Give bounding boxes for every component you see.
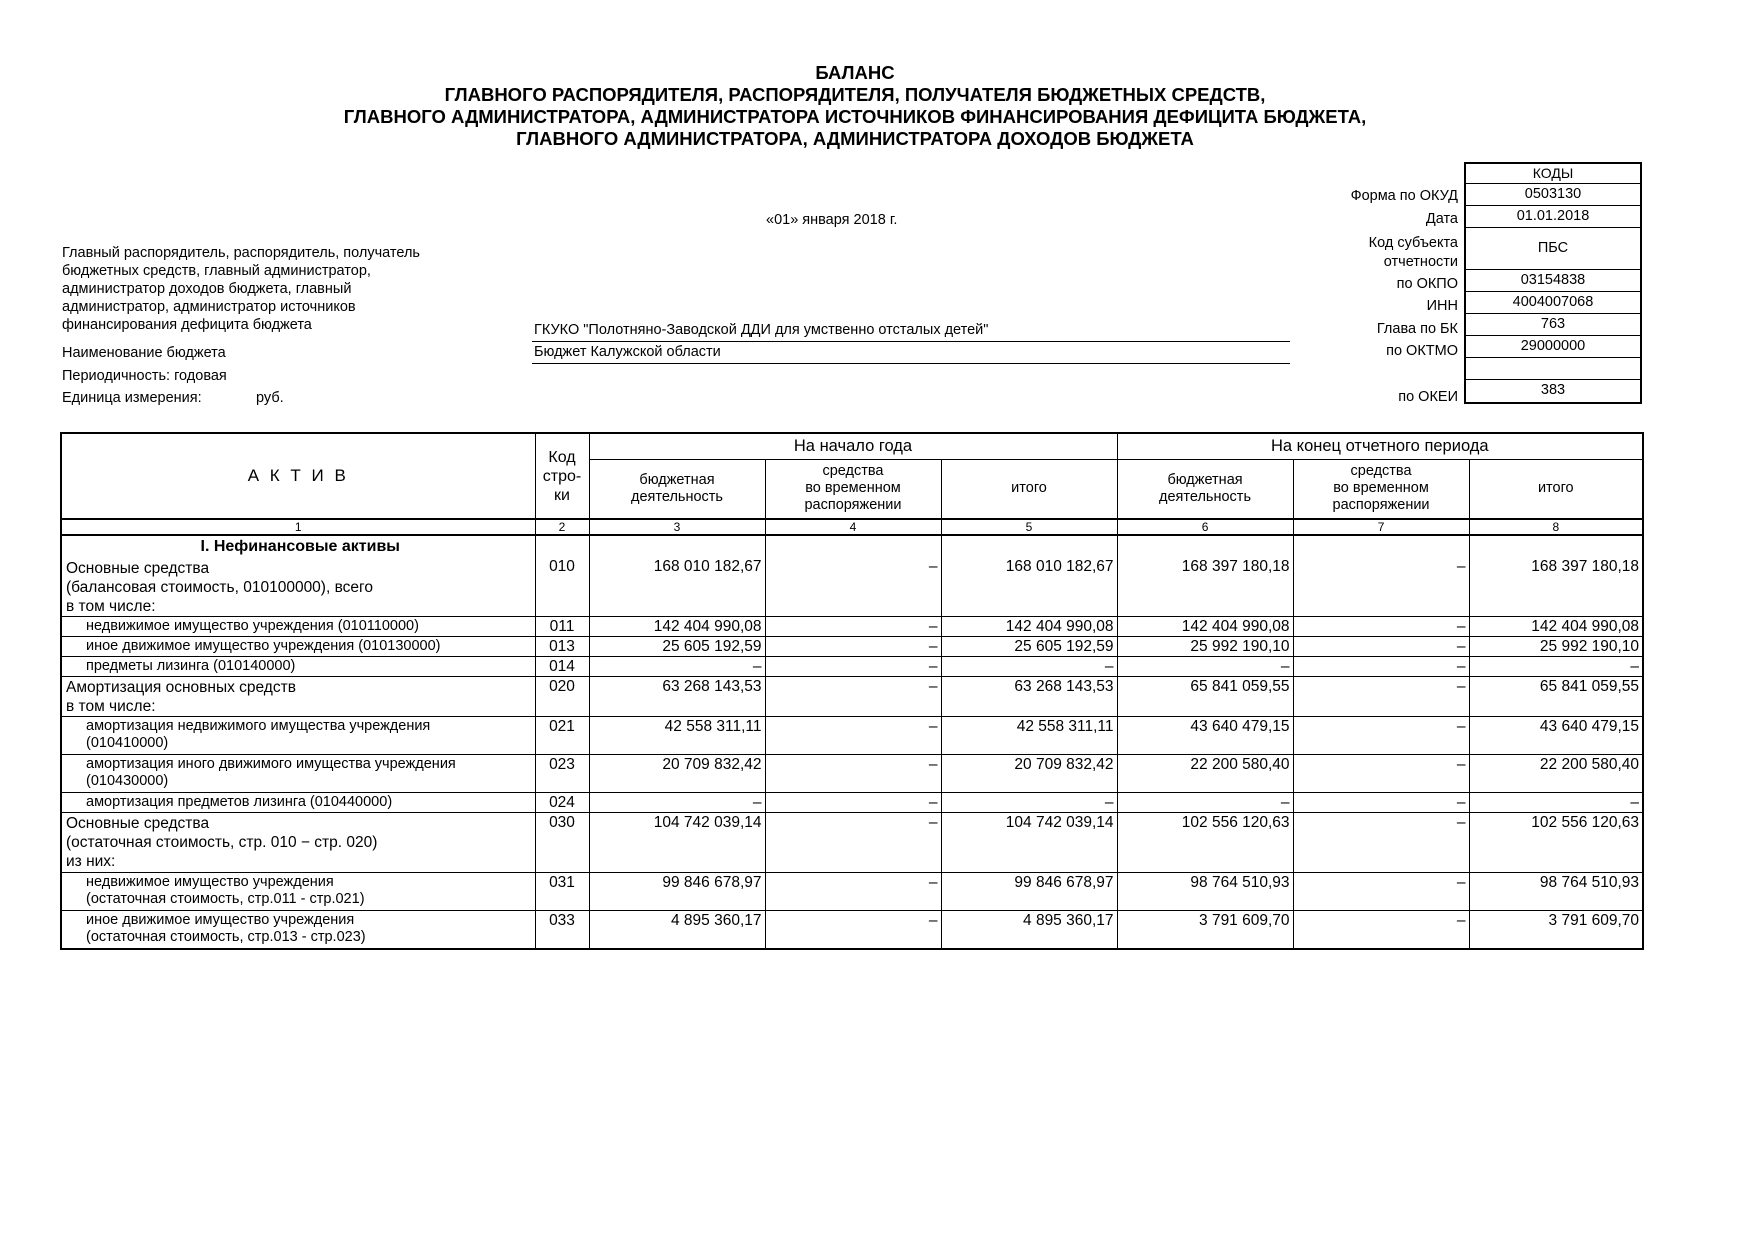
row-value: 3 791 609,70 (1469, 911, 1643, 949)
row-value: – (1469, 657, 1643, 677)
budget-label: Наименование бюджета (62, 345, 226, 361)
row-value: 3 791 609,70 (1117, 911, 1293, 949)
row-value: – (765, 717, 941, 755)
row-value: – (765, 637, 941, 657)
row-value: 22 200 580,40 (1469, 755, 1643, 793)
table-row (61, 535, 1643, 617)
label-glava-bk: Глава по БК (1376, 321, 1458, 337)
row-value: – (1117, 793, 1293, 813)
row-value: – (941, 793, 1117, 813)
row-value: – (765, 657, 941, 677)
group-end: На конец отчетного периода (1117, 433, 1643, 459)
row-value: – (941, 657, 1117, 677)
row-value: – (1293, 813, 1469, 873)
row-label: недвижимое имущество учреждения (010110000) (86, 618, 419, 634)
row-value: – (1293, 677, 1469, 717)
row-value: 168 397 180,18 (1117, 535, 1293, 617)
row-code: 031 (535, 873, 589, 911)
table-row (61, 911, 1643, 949)
row-label: иное движимое имущество учреждения (010130000) (86, 638, 441, 654)
row-value: 22 200 580,40 (1117, 755, 1293, 793)
row-code: 030 (535, 813, 589, 873)
row-label: амортизация предметов лизинга (010440000) (86, 794, 393, 810)
row-value: – (765, 813, 941, 873)
col-code: Код стро- ки (535, 433, 589, 519)
title-line: ГЛАВНОГО АДМИНИСТРАТОРА, АДМИНИСТРАТОРА ДОХОДОВ БЮДЖЕТА (516, 128, 1194, 149)
report-date: «01» января 2018 г. (766, 212, 898, 228)
row-code: 013 (535, 637, 589, 657)
sub-total-start: итого (941, 459, 1117, 519)
table-row (61, 657, 1643, 677)
row-value: – (765, 793, 941, 813)
table-row (61, 617, 1643, 637)
col-number: 2 (535, 519, 589, 535)
label-okei: по ОКЕИ (1398, 389, 1458, 405)
row-label: Основные средства (остаточная стоимость, стр. 010 − стр. 020) из них: (66, 815, 378, 870)
balance-table (60, 432, 1644, 950)
code-glava-bk: 763 (1466, 314, 1640, 336)
label-date: Дата (1425, 211, 1458, 227)
row-value: – (765, 911, 941, 949)
table-row (61, 677, 1643, 717)
row-label: Амортизация основных средств в том числе: (66, 679, 296, 715)
label-oktmo: по ОКТМО (1386, 343, 1458, 359)
row-value: 98 764 510,93 (1117, 873, 1293, 911)
label-okpo: по ОКПО (1396, 276, 1458, 292)
row-name (61, 535, 535, 617)
row-name (61, 911, 535, 949)
row-value: 43 640 479,15 (1117, 717, 1293, 755)
row-label: предметы лизинга (010140000) (86, 658, 296, 674)
code-okpo: 03154838 (1466, 270, 1640, 292)
row-value: 65 841 059,55 (1117, 677, 1293, 717)
row-value: 142 404 990,08 (941, 617, 1117, 637)
row-label: Основные средства (балансовая стоимость, 010100000), всего в том числе: (66, 560, 373, 615)
code-date: 01.01.2018 (1466, 206, 1640, 228)
row-value: 20 709 832,42 (589, 755, 765, 793)
title-line: ГЛАВНОГО РАСПОРЯДИТЕЛЯ, РАСПОРЯДИТЕЛЯ, ПОЛУЧАТЕЛЯ БЮДЖЕТНЫХ СРЕДСТВ, (444, 84, 1266, 105)
row-value: 168 010 182,67 (941, 535, 1117, 617)
row-name (61, 793, 535, 813)
codes-box (1464, 162, 1642, 404)
sub-temp-start: средства во временном распоряжении (765, 459, 941, 519)
row-value: – (1293, 873, 1469, 911)
manager-label: Главный распорядитель, распорядитель, получатель бюджетных средств, главный администратор, администратор доходов бюджета, главный администратор, администратор источников финансирования дефицита бюджета (62, 245, 420, 333)
table-row (61, 637, 1643, 657)
col-number: 7 (1293, 519, 1469, 535)
row-name (61, 617, 535, 637)
row-value: 25 605 192,59 (589, 637, 765, 657)
row-code: 023 (535, 755, 589, 793)
budget-underline (532, 363, 1290, 364)
label-okud: Форма по ОКУД (1350, 188, 1458, 204)
table-row (61, 793, 1643, 813)
row-value: 142 404 990,08 (1117, 617, 1293, 637)
code-oktmo: 29000000 (1466, 336, 1640, 358)
row-value: 20 709 832,42 (941, 755, 1117, 793)
row-value: – (765, 677, 941, 717)
row-value: – (1293, 793, 1469, 813)
row-value: 104 742 039,14 (589, 813, 765, 873)
row-label: амортизация иного движимого имущества учреждения (010430000) (86, 756, 456, 789)
row-name (61, 873, 535, 911)
label-inn: ИНН (1426, 298, 1458, 314)
code-okud: 0503130 (1466, 184, 1640, 206)
row-value: – (1293, 911, 1469, 949)
title-line: ГЛАВНОГО АДМИНИСТРАТОРА, АДМИНИСТРАТОРА ИСТОЧНИКОВ ФИНАНСИРОВАНИЯ ДЕФИЦИТА БЮДЖЕТА, (343, 106, 1367, 127)
table-row (61, 873, 1643, 911)
row-value: – (1293, 637, 1469, 657)
row-value: – (1293, 755, 1469, 793)
row-value: 102 556 120,63 (1117, 813, 1293, 873)
row-value: 25 605 192,59 (941, 637, 1117, 657)
periodicity: Периодичность: годовая (62, 368, 227, 384)
col-number: 1 (61, 519, 535, 535)
col-number: 8 (1469, 519, 1643, 535)
row-value: 63 268 143,53 (941, 677, 1117, 717)
row-code: 033 (535, 911, 589, 949)
row-value: – (1293, 535, 1469, 617)
row-code: 014 (535, 657, 589, 677)
row-code: 011 (535, 617, 589, 637)
row-value: 168 397 180,18 (1469, 535, 1643, 617)
group-start: На начало года (589, 433, 1117, 459)
row-value: – (589, 657, 765, 677)
table-body (61, 535, 1643, 949)
row-label: недвижимое имущество учреждения (остаточная стоимость, стр.011 - стр.021) (86, 874, 365, 907)
col-asset: А К Т И В (61, 433, 535, 519)
row-value: 43 640 479,15 (1469, 717, 1643, 755)
row-value: 142 404 990,08 (1469, 617, 1643, 637)
row-value: 25 992 190,10 (1117, 637, 1293, 657)
unit-label: Единица измерения: (62, 390, 202, 406)
row-name (61, 637, 535, 657)
row-name (61, 677, 535, 717)
section-title: I. Нефинансовые активы (200, 538, 400, 555)
code-inn: 4004007068 (1466, 292, 1640, 314)
row-value: 65 841 059,55 (1469, 677, 1643, 717)
row-name (61, 717, 535, 755)
row-value: – (589, 793, 765, 813)
row-value: 42 558 311,11 (589, 717, 765, 755)
row-value: – (765, 755, 941, 793)
row-code: 020 (535, 677, 589, 717)
label-subject: Код субъекта отчетности (1368, 235, 1458, 270)
row-value: – (1117, 657, 1293, 677)
title-line: БАЛАНС (815, 62, 895, 83)
row-code: 010 (535, 535, 589, 617)
manager-underline (532, 341, 1290, 342)
row-label: иное движимое имущество учреждения (остаточная стоимость, стр.013 - стр.023) (86, 912, 366, 945)
sub-temp-end: средства во временном распоряжении (1293, 459, 1469, 519)
row-value: – (765, 535, 941, 617)
col-number: 5 (941, 519, 1117, 535)
row-value: 98 764 510,93 (1469, 873, 1643, 911)
row-name (61, 813, 535, 873)
row-value: 42 558 311,11 (941, 717, 1117, 755)
row-value: – (765, 617, 941, 637)
code-okei: 383 (1540, 382, 1566, 398)
code-subject: ПБС (1466, 228, 1640, 270)
row-value: 99 846 678,97 (941, 873, 1117, 911)
row-name (61, 657, 535, 677)
col-number: 3 (589, 519, 765, 535)
table-row (61, 717, 1643, 755)
row-code: 021 (535, 717, 589, 755)
unit-value: руб. (256, 390, 284, 406)
manager-value: ГКУКО "Полотняно-Заводской ДДИ для умственно отсталых детей" (534, 322, 989, 338)
row-label: амортизация недвижимого имущества учреждения (010410000) (86, 718, 431, 751)
row-code: 024 (535, 793, 589, 813)
sub-total-end: итого (1469, 459, 1643, 519)
row-name (61, 755, 535, 793)
row-value: 102 556 120,63 (1469, 813, 1643, 873)
row-value: – (765, 873, 941, 911)
row-value: – (1469, 793, 1643, 813)
code-empty (1466, 358, 1640, 380)
row-value: – (1293, 617, 1469, 637)
col-number: 4 (765, 519, 941, 535)
row-value: 4 895 360,17 (941, 911, 1117, 949)
col-number: 6 (1117, 519, 1293, 535)
codes-header: КОДЫ (1466, 164, 1640, 184)
table-row (61, 755, 1643, 793)
row-value: 63 268 143,53 (589, 677, 765, 717)
row-value: 25 992 190,10 (1469, 637, 1643, 657)
row-value: – (1293, 657, 1469, 677)
document-title (0, 62, 1710, 150)
table-row (61, 813, 1643, 873)
sub-budget-end: бюджетная деятельность (1117, 459, 1293, 519)
row-value: 104 742 039,14 (941, 813, 1117, 873)
sub-budget-start: бюджетная деятельность (589, 459, 765, 519)
row-value: 142 404 990,08 (589, 617, 765, 637)
row-value: 99 846 678,97 (589, 873, 765, 911)
row-value: 4 895 360,17 (589, 911, 765, 949)
row-value: 168 010 182,67 (589, 535, 765, 617)
row-value: – (1293, 717, 1469, 755)
budget-value: Бюджет Калужской области (534, 344, 721, 360)
